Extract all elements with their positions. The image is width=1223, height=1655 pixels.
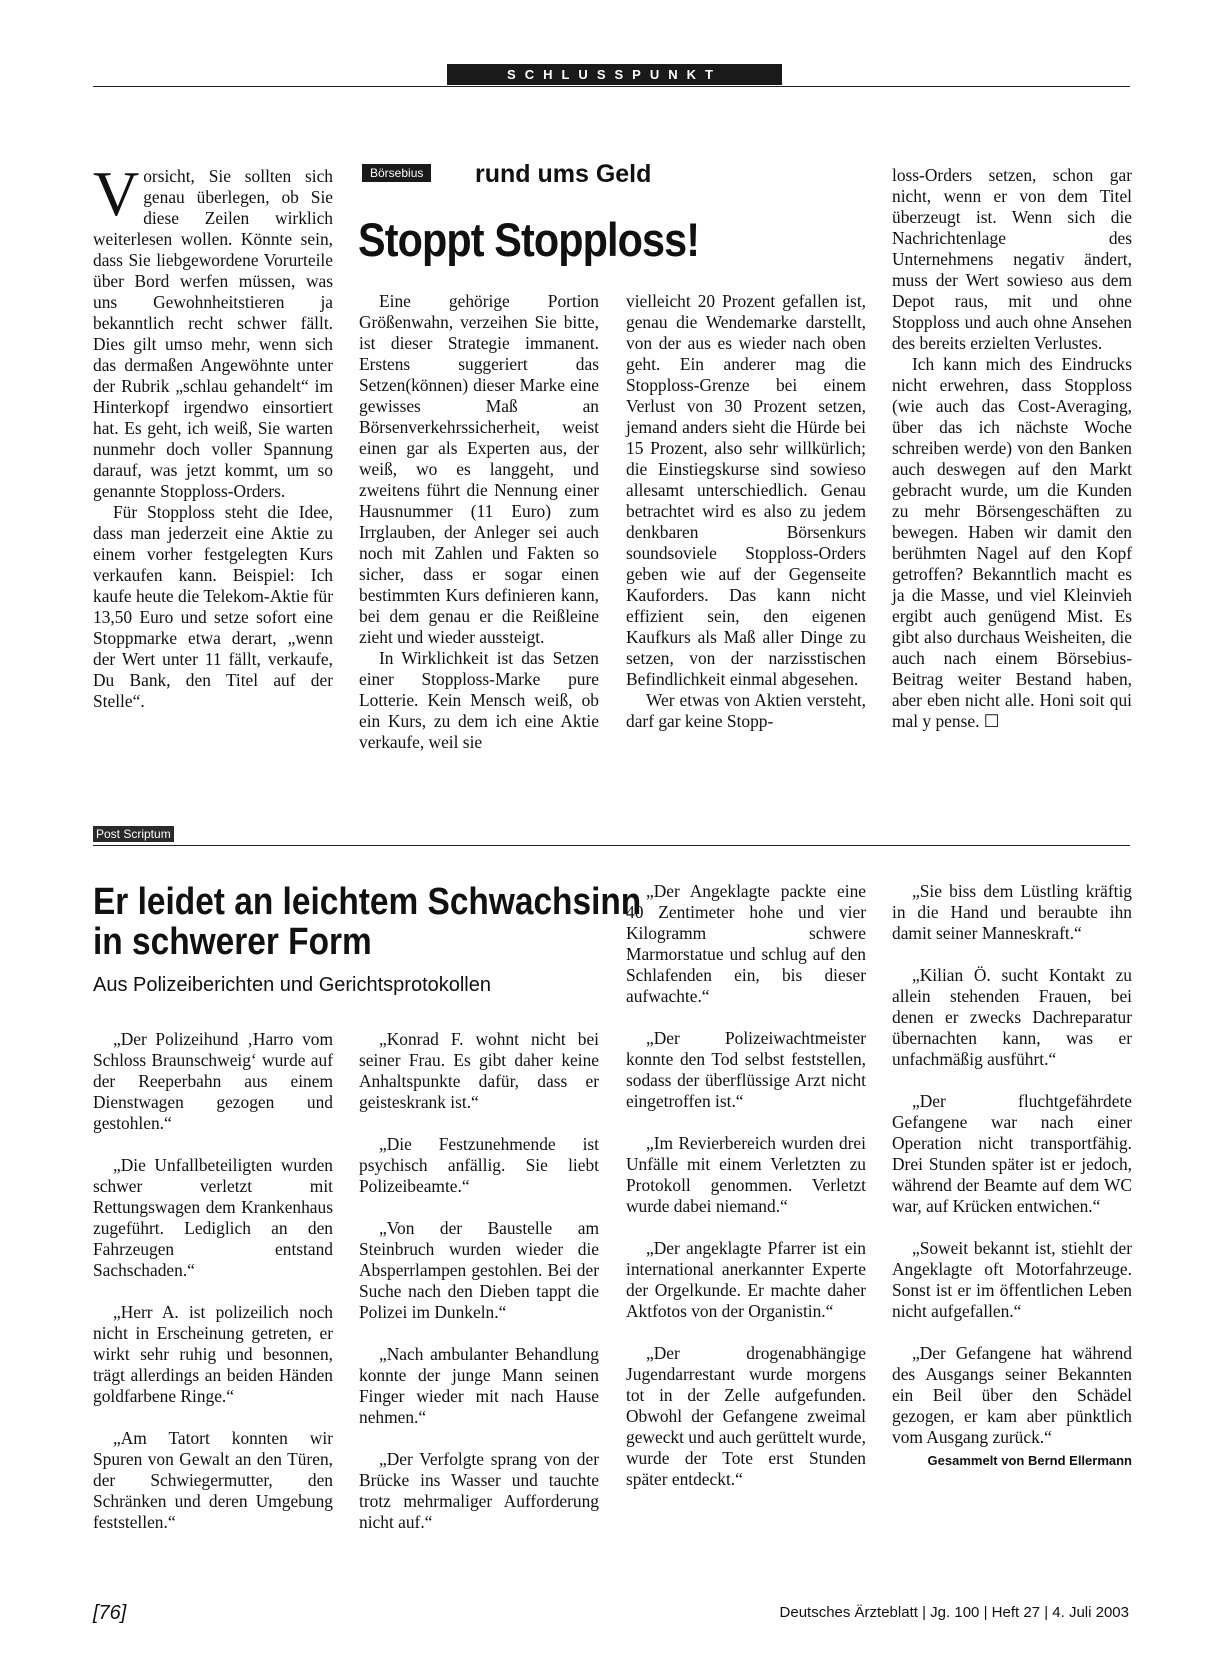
paragraph: Wer etwas von Aktien versteht, darf gar keine Stopp- (626, 690, 866, 731)
quote: „Sie biss dem Lüstling kräftig in die Hand und beraubte ihn damit seiner Manneskraft.“ (892, 881, 1132, 943)
quote: „Kilian Ö. sucht Kontakt zu allein stehenden Frauen, bei denen er zwecks Dachreparatur übernachten kann, was er unfachmäßig ausführt.“ (892, 965, 1132, 1069)
footer-separator: | (983, 1604, 988, 1621)
quote: „Der fluchtgefährdete Gefangene war nach einer Operation nicht transportfähig. Drei Stunden später ist er jedoch, während der Beamte auf dem WC war, auf Krücken entwichen.“ (892, 1091, 1132, 1216)
article2-column-1 (93, 1029, 333, 1554)
quote: „Der Verfolgte sprang von der Brücke ins Wasser und tauchte trotz mehrmaliger Aufforderung nicht auf.“ (359, 1449, 599, 1532)
article-headline (93, 882, 641, 962)
article-kicker: rund ums Geld (475, 160, 652, 188)
section-rule (93, 845, 1130, 846)
paragraph: In Wirklichkeit ist das Setzen einer Stopploss-Marke pure Lotterie. Kein Mensch weiß, ob ein Kurs, zu dem ich eine Aktie verkaufe, weil sie (359, 648, 599, 752)
page-number: [76] (93, 1602, 127, 1624)
quote: „Soweit bekannt ist, stiehlt der Angeklagte oft Motorfahrzeuge. Sonst ist er im öffentlichen Leben nicht aufgefallen.“ (892, 1238, 1132, 1321)
article-subheadline: Aus Polizeiberichten und Gerichtsprotokollen (93, 974, 491, 996)
column-tag-post-scriptum: Post Scriptum (93, 826, 174, 842)
paragraph: Für Stopploss steht die Idee, dass man jederzeit eine Aktie zu einem vorher festgelegten Kurs verkaufen kann. Beispiel: Ich kaufe heute die Telekom-Aktie für 13,50 Euro und setze sofort eine Stoppmarke etwa derart, „wenn der Wert unter 11 fällt, verkaufe, Du Bank, den Titel auf der Stelle“. (93, 502, 333, 711)
article2-column-4 (892, 881, 1132, 1471)
journal-volume: Jg. 100 (930, 1604, 980, 1621)
quote: „Der angeklagte Pfarrer ist ein international anerkannter Experte der Orgelkunde. Er machte daher Aktfotos von der Organistin.“ (626, 1238, 866, 1321)
article-headline: Stoppt Stopploss! (358, 213, 700, 266)
footer-separator: | (1044, 1604, 1049, 1621)
article2-column-3 (626, 881, 866, 1511)
quote: „Im Revierbereich wurden drei Unfälle mit einem Verletzten zu Protokoll genommen. Verletzt wurde dabei niemand.“ (626, 1133, 866, 1216)
quote: „Der Gefangene hat während des Ausgangs seiner Bekannten ein Beil über den Schädel gezogen, er kam aber pünktlich vom Ausgang zurück.“ (892, 1343, 1132, 1447)
column-tag-boersebius: Börsebius (362, 164, 431, 182)
journal-name: Deutsches Ärzteblatt (779, 1604, 918, 1621)
paragraph: loss-Orders setzen, schon gar nicht, wenn er von dem Titel überzeugt ist. Wenn sich die Nachrichtenlage des Unternehmens negativ ändert, muss der Wert sowieso aus dem Depot raus, mit und ohne Stopploss und auch ohne Ansehen des bereits erzielten Verlustes. (892, 165, 1132, 353)
drop-cap: V (93, 158, 140, 229)
article1-column-2 (359, 291, 599, 753)
quote: „Nach ambulanter Behandlung konnte der junge Mann seinen Finger wieder mit nach Hause nehmen.“ (359, 1344, 599, 1427)
article2-column-2 (359, 1029, 599, 1554)
quote: „Der Angeklagte packte eine 40 Zentimeter hohe und vier Kilogramm schwere Marmorstatue und schlug auf den Schlafenden ein, bis dieser aufwachte.“ (626, 881, 866, 1006)
paragraph: Ich kann mich des Eindrucks nicht erwehren, dass Stopploss (wie auch das Cost-Averaging, über das ich nächste Woche schreiben werde) von den Banken auch deswegen auf den Markt gebracht wurde, um die Kunden zu mehr Börsengeschäften zu bewegen. Haben wir damit den berühmten Nagel auf den Kopf getroffen? Bekanntlich macht es ja die Masse, und viel Kleinvieh ergibt auch genügend Mist. Es gibt also durchaus Weisheiten, die auch nach einem Börsebius-Beitrag weiter Bestand haben, aber eben nicht alle. Honi soit qui mal y pense. ☐ (892, 354, 1132, 731)
author-signature: Gesammelt von Bernd Ellermann (927, 1453, 1132, 1468)
top-rule (93, 86, 1130, 87)
quote: „Die Festzunehmende ist psychisch anfällig. Sie liebt Polizeibeamte.“ (359, 1134, 599, 1196)
article1-column-4 (892, 165, 1132, 732)
journal-issue: Heft 27 (991, 1604, 1041, 1621)
headline-line: Er leidet an leichtem Schwachsinn (93, 881, 642, 923)
footer-separator: | (922, 1604, 926, 1621)
article1-column-1 (93, 158, 333, 712)
quote: „Der Polizeihund ‚Harro vom Schloss Braunschweig‘ wurde auf der Reeperbahn aus einem Dienstwagen gezogen und gestohlen.“ (93, 1029, 333, 1133)
quote: „Die Unfallbeteiligten wurden schwer verletzt mit Rettungswagen dem Krankenhaus zugeführt. Lediglich an den Fahrzeugen entstand Sachschaden.“ (93, 1155, 333, 1280)
paragraph: orsicht, Sie sollten sich genau überlegen, ob Sie diese Zeilen wirklich weiterlesen wollen. Könnte sein, dass Sie liebgewordene Vorurteile über Bord werfen müssen, was uns Gewohnheitstieren ja bekanntlich recht schwer fällt. Dies gilt umso mehr, wenn sich das dermaßen Angewöhnte unter der Rubrik „schlau gehandelt“ im Hinterkopf irgendwo einsortiert hat. Es geht, ich weiß, Sie warten nunmehr doch voller Spannung darauf, was jetzt kommt, um so genannte Stopploss-Orders. (93, 166, 333, 501)
paragraph: vielleicht 20 Prozent gefallen ist, genau die Wendemarke darstellt, von der aus es wieder nach oben geht. Ein anderer mag die Stopploss-Grenze bei einem Verlust von 30 Prozent setzen, jemand anders sieht die Hürde bei 15 Prozent, also sehr willkürlich; die Einstiegskurse sind sowieso allesamt unterschiedlich. Genau betrachtet wird es also zu jedem denkbaren Börsenkurs soundsoviele Stopploss-Orders geben wie auf der Gegenseite Kauforders. Das kann nicht effizient sein, den eigenen Kaufkurs als Maß aller Dinge zu setzen, von der narzisstischen Befindlichkeit einmal abgesehen. (626, 291, 866, 689)
quote: „Konrad F. wohnt nicht bei seiner Frau. Es gibt daher keine Anhaltspunkte dafür, dass er geisteskrank ist.“ (359, 1029, 599, 1112)
quote: „Am Tatort konnten wir Spuren von Gewalt an den Türen, der Schwiegermutter, den Schränken und deren Umgebung feststellen.“ (93, 1428, 333, 1532)
quote: „Herr A. ist polizeilich noch nicht in Erscheinung getreten, er wirkt sehr ruhig und besonnen, trägt allerdings an beiden Händen goldfarbene Ringe.“ (93, 1302, 333, 1406)
journal-footer (780, 1604, 1129, 1621)
paragraph: Eine gehörige Portion Größenwahn, verzeihen Sie bitte, ist dieser Strategie immanent. Erstens suggeriert das Setzen(können) dieser Marke eine gewisses Maß an Börsenverkehrssicherheit, weist einen gar als Experten aus, der weiß, wo es langgeht, und zweitens führt die Nennung einer Hausnummer (11 Euro) zum Irrglauben, der Anleger sei auch noch mit Zahlen und Fakten so sicher, dass er sogar einen bestimmten Kurs definieren kann, bei dem genau er die Reißleine zieht und wieder aussteigt. (359, 291, 599, 647)
headline-line: in schwerer Form (93, 921, 372, 963)
section-rubric: SCHLUSSPUNKT (447, 64, 782, 85)
quote: „Der drogenabhängige Jugendarrestant wurde morgens tot in der Zelle aufgefunden. Obwohl der Gefangene zweimal geweckt und auch gerüttelt wurde, wurde der Tote erst Stunden später entdeckt.“ (626, 1343, 866, 1489)
article1-column-3 (626, 291, 866, 732)
journal-date: 4. Juli 2003 (1052, 1604, 1129, 1621)
quote: „Von der Baustelle am Steinbruch wurden wieder die Absperrlampen gestohlen. Bei der Suche nach den Dieben tappt die Polizei im Dunkeln.“ (359, 1218, 599, 1322)
quote: „Der Polizeiwachtmeister konnte den Tod selbst feststellen, sodass der überflüssige Arzt nicht eingetroffen ist.“ (626, 1028, 866, 1111)
